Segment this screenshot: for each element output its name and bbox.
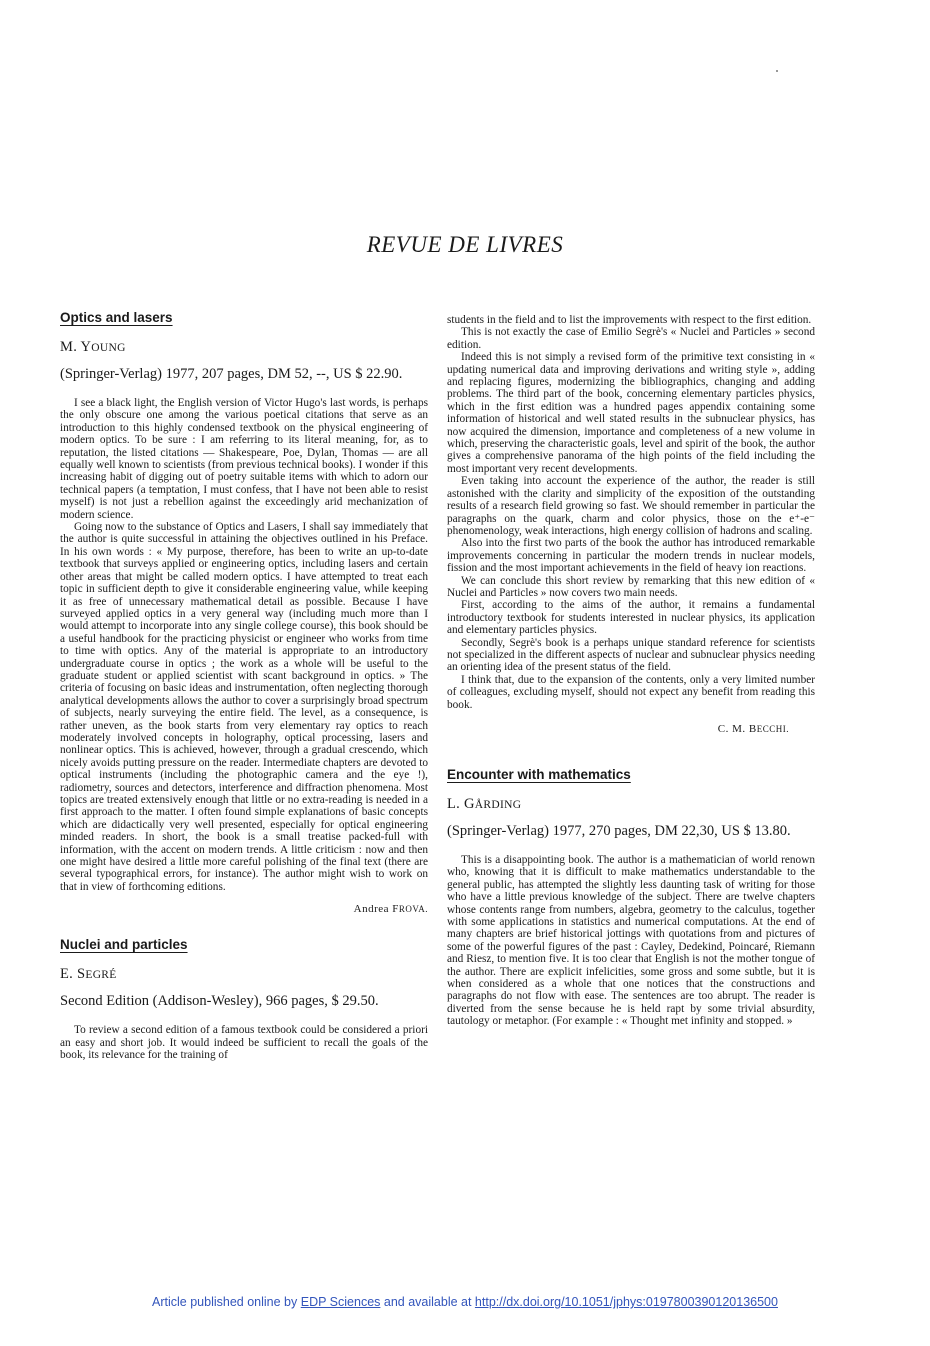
review-author-segre: E. SEGRÉ — [60, 966, 117, 983]
right-column — [447, 314, 815, 1028]
paragraph: This is not exactly the case of Emilio Segrè's « Nuclei and Particles » second edition. — [447, 326, 815, 351]
review-body — [447, 854, 815, 1028]
review-heading-nuclei: Nuclei and particles — [60, 937, 188, 953]
review-body — [60, 397, 428, 893]
publication-info: (Springer-Verlag) 1977, 270 pages, DM 22,30, US $ 13.80. — [447, 823, 791, 839]
paragraph: First, according to the aims of the author, it remains a fundamental introductory textbook for students interested in nuclear physics, its application and elementary particles physics. — [447, 599, 815, 637]
review-author-young: M. YOUNG — [60, 339, 126, 355]
paragraph: We can conclude this short review by remarking that this new edition of « Nuclei and Particles » now covers two main needs. — [447, 574, 815, 599]
speck — [776, 70, 778, 72]
review-body — [447, 314, 815, 711]
review-author-garding: L. GÅRDING — [447, 796, 522, 812]
paragraph: Going now to the substance of Optics and Lasers, I shall say immediately that the author is quite successful in attaining the objectives outlined in his Preface. In his own words : « My purpose, therefore, has been to write an up-to-date textbook that surveys applied or engineering optics, including lasers and certain other areas that might be called modern optics. I have attempted to treat each topic in sufficient depth to give it considerable engineering value, while keeping it as free of unnecessary mathematical detail as possible. Because I have surveyed applied optics in a very general way (including much more than I would attempt to incorporate into any single college course), this book should be a useful handbook for the practicing physicist or engineer who works from time to time with optics. Any of the material is appropriate to an introductory undergraduate course in optics ; the work as a whole will be useful to the graduate student or applied scientist with scant background in optics. » The criteria of focusing on basic ideas and instrumentation, often neglecting thorough analytical developments allows the author to cover a surprisingly broad spectrum of subjects, nearly surveying the entire field. The level, as a consequence, is rather uneven, as the book starts from very elementary ray optics to reach moderately involved concepts in holography, optical processing, lasers and nonlinear optics. This is achieved, however, through a gradual crescendo, which nicely avoids putting pressure on the reader. Intermediate chapters are devoted to optical instruments (including the photographic camera and the eye !), radiometry, sources and detectors, interference and diffraction phenomena. Most topics are treated extensively enough that little or no extra-reading is needed in a first approach to the matter. I often found simple explanations of basic concepts which are didactically very well presented, especially for optical engineering minded readers. In short, the book is a small treatise packed-full with information, with the accent on modern trends. A little criticism : now and then one might have desired a little more careful polishing of the final text (there are several typographical errors, for instance). The author might wish to work on that in view of forthcoming editions. — [60, 521, 428, 893]
paragraph: To review a second edition of a famous textbook could be considered a priori an easy and short job. It would indeed be sufficient to recall the goals of the book, its relevance for the training of — [60, 1024, 428, 1062]
paragraph: Secondly, Segrè's book is a perhaps unique standard reference for scientists not specialized in the different aspects of nuclear and subnuclear physics needing an orienting idea of the present status of the field. — [447, 636, 815, 674]
paragraph: Indeed this is not simply a revised form of the primitive text consisting in « updating numerical data and improving derivations and writing style », adding and replacing figures, modernizing the bibliographics, changing and adding problems. The third part of the book, concerning elementary particles physics, which in the first edition was a hundred pages appendix containing some information of historical and well stated results in the subnuclear physics, has now acquired the dimension, importance and completeness of a new volume in which, preserving the characteristic goals, level and spirit of the book, the author gives a comprehensive panorama of the high points of the field including the most important very recent developments. — [447, 351, 815, 475]
page-title: REVUE DE LIVRES — [366, 232, 564, 257]
paragraph: Even taking into account the experience of the author, the reader is still astonished with the clarity and simplicity of the exposition of the outstanding results of a research field growing so fast. We should remember in particular the paragraphs on the quark, charm and color physics, those on the e⁺-e⁻ phenomenology, weak interactions, high energy collision of hadrons and scaling. — [447, 475, 815, 537]
paragraph: I see a black light, the English version of Victor Hugo's last words, is perhaps the only obscure one among the various poetical citations that serve as an introduction to this highly condensed textbook on the physical engineering of modern optics. To be sure : I am referring to its literal meaning, for, as to reputation, the listed citations — Shakespeare, Poe, Dylan, Thomas — are all equally well known to scientists (from previous technical books). I wonder if this increasing habit of digging out of poetry suitable items with which to adorn our technical papers (a temptation, I must confess, that I have not been able to resist myself) is not just a rebellion against the exceedingly arid mechanization of modern science. — [60, 397, 428, 521]
paragraph: I think that, due to the expansion of the contents, only a very limited number of colleagues, excluding myself, should not expect any benefit from reading this book. — [447, 673, 815, 711]
review-heading-optics: Optics and lasers — [60, 310, 173, 325]
review-heading-mathematics: Encounter with mathematics — [447, 767, 631, 782]
publication-info: Second Edition (Addison-Wesley), 966 pages, $ 29.50. — [60, 993, 379, 1010]
publisher-link[interactable]: EDP Sciences — [300, 1295, 381, 1309]
review-body — [60, 1024, 428, 1061]
left-column — [60, 310, 428, 1061]
reviewer-signature: C. M. BECCHI. — [717, 723, 789, 735]
paragraph: This is a disappointing book. The author is a mathematician of world renown who, knowing that it is difficult to make mathematics understandable to the general public, has attempted the slightly less daunting task of writing for those who have a little previous knowledge of the subject. There are twelve chapters whose contents range from numbers, algebra, geometry to the calculus, together with some applications in statistics and numerical computations. At the end of many chapters are brief historical jottings with quotations from and pictures of some of the powerful figures of the past : Cayley, Dedekind, Poincaré, Riemann and Riesz, to mention five. It is too clear that English is not the mother tongue of the author. There are explicit infelicities, some gross and some subtle, but it is when considered as a whole that one notices that the constructions and paragraphs do not flow with ease. The sentences are too abrupt. The reader is diverted from the sense because he is held rapt by some trivial absurdity, tautology or metaphor. (For example : « Thought met infinity and stopped. » — [447, 854, 815, 1028]
paragraph: students in the field and to list the improvements with respect to the first edition. — [447, 314, 812, 326]
reviewer-signature: Andrea FROVA. — [353, 903, 428, 916]
publication-footer: Article published online by EDP Sciences and available at http://dx.doi.org/10.1051/jphys:0197800390120136500 — [152, 1295, 778, 1309]
publication-info: (Springer-Verlag) 1977, 207 pages, DM 52, --, US $ 22.90. — [60, 366, 403, 382]
doi-link[interactable]: http://dx.doi.org/10.1051/jphys:0197800390120136500 — [474, 1295, 778, 1309]
paragraph: Also into the first two parts of the book the author has introduced remarkable improvements concerning in particular the modern trends in nuclear models, fission and the most important achievements in the field of heavy ion reactions. — [447, 537, 815, 575]
